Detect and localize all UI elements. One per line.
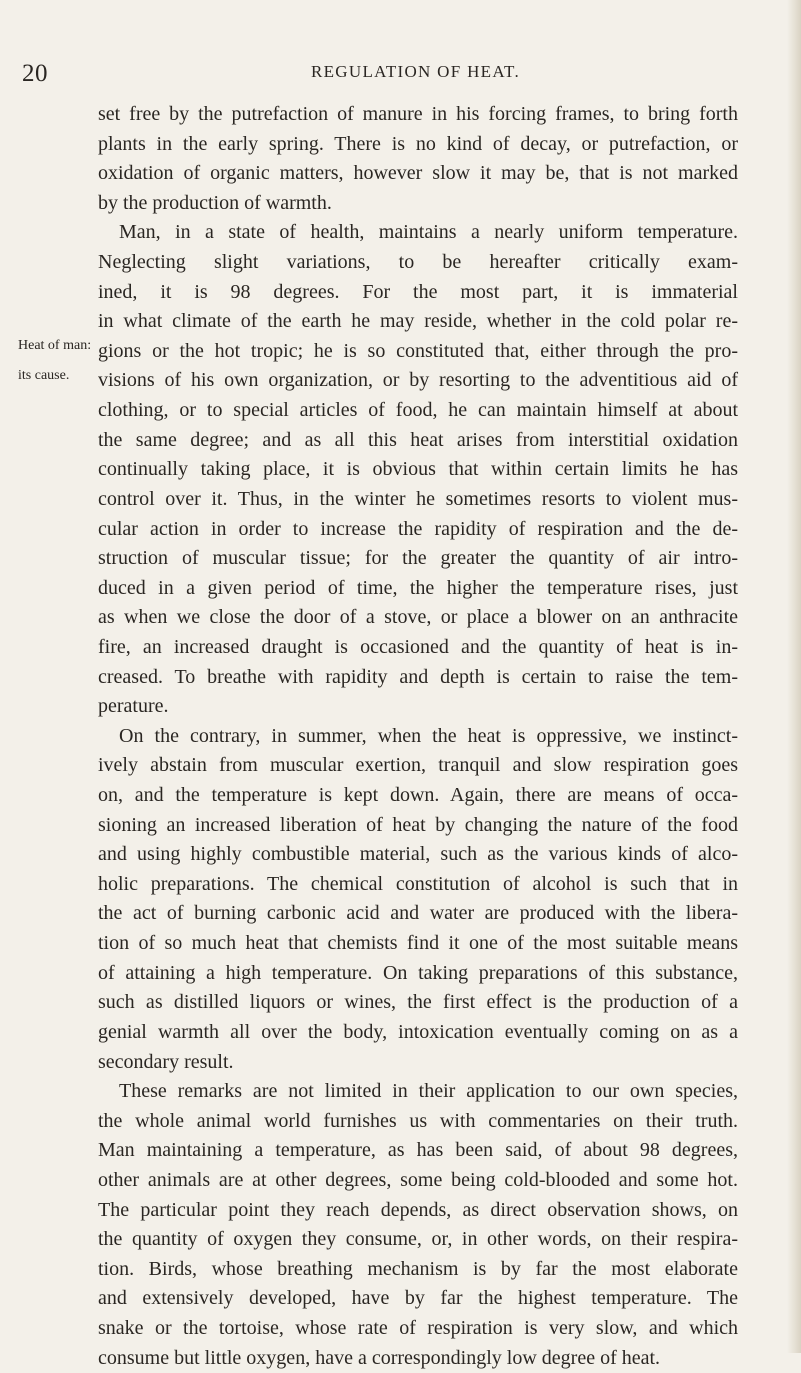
text-line: of attaining a high temperature. On taking preparations of this substance, xyxy=(98,961,738,984)
text-line: struction of muscular tissue; for the greater the quantity of air intro- xyxy=(98,547,738,570)
text-line: creased. To breathe with rapidity and depth is certain to raise the tem- xyxy=(98,665,738,688)
text-line: holic preparations. The chemical constitution of alcohol is such that in xyxy=(98,872,738,895)
text-line: plants in the early spring. There is no kind of decay, or putrefaction, or xyxy=(98,132,738,155)
text-line: cular action in order to increase the rapidity of respiration and the de- xyxy=(98,517,738,540)
text-line: such as distilled liquors or wines, the first effect is the production of a xyxy=(98,991,738,1014)
text-line: snake or the tortoise, whose rate of respiration is very slow, and which xyxy=(98,1316,738,1339)
text-line: duced in a given period of time, the higher the temperature rises, just xyxy=(98,576,738,599)
text-line: in what climate of the earth he may reside, whether in the cold polar re- xyxy=(98,310,738,333)
margin-note-line: its cause. xyxy=(18,367,70,383)
body-text xyxy=(98,100,738,1373)
text-line: sioning an increased liberation of heat by changing the nature of the food xyxy=(98,813,738,836)
text-line: control over it. Thus, in the winter he sometimes resorts to violent mus- xyxy=(98,487,738,510)
text-line: the quantity of oxygen they consume, or, in other words, on their respira- xyxy=(98,1228,738,1251)
text-line: ined, it is 98 degrees. For the most part, it is immaterial xyxy=(98,280,738,303)
text-line: tion of so much heat that chemists find it one of the most suitable means xyxy=(98,932,738,955)
text-line: and using highly combustible material, such as the various kinds of alco- xyxy=(98,843,738,866)
text-line: and extensively developed, have by far the highest temperature. The xyxy=(98,1287,738,1310)
text-line: the whole animal world furnishes us with commentaries on their truth. xyxy=(98,1109,738,1132)
text-line: ively abstain from muscular exertion, tranquil and slow respiration goes xyxy=(98,754,738,777)
text-line: continually taking place, it is obvious that within certain limits he has xyxy=(98,458,738,481)
text-line: on, and the temperature is kept down. Again, there are means of occa- xyxy=(98,784,738,807)
text-line: gions or the hot tropic; he is so constituted that, either through the pro- xyxy=(98,339,738,362)
text-line: oxidation of organic matters, however slow it may be, that is not marked xyxy=(98,162,738,185)
text-line: the same degree; and as all this heat arises from interstitial oxidation xyxy=(98,428,738,451)
text-line: Man, in a state of health, maintains a nearly uniform temperature. xyxy=(119,221,738,244)
text-line: the act of burning carbonic acid and water are produced with the libera- xyxy=(98,902,738,925)
text-line: On the contrary, in summer, when the heat is oppressive, we instinct- xyxy=(119,724,738,747)
text-line: consume but little oxygen, have a correspondingly low degree of heat. xyxy=(98,1346,661,1369)
text-line: set free by the putrefaction of manure in his forcing frames, to bring forth xyxy=(98,103,738,125)
page-number: 20 xyxy=(22,60,48,87)
margin-note-line: Heat of man: xyxy=(18,338,92,353)
text-line: by the production of warmth. xyxy=(98,191,332,214)
text-line: visions of his own organization, or by resorting to the adventitious aid of xyxy=(98,369,738,392)
text-line: fire, an increased draught is occasioned and the quantity of heat is in- xyxy=(98,635,738,658)
text-line: perature. xyxy=(98,695,169,718)
text-line: secondary result. xyxy=(98,1050,234,1073)
text-line: The particular point they reach depends, as direct observation shows, on xyxy=(98,1198,738,1221)
text-line: Man maintaining a temperature, as has been said, of about 98 degrees, xyxy=(98,1139,738,1162)
margin-note xyxy=(18,331,91,390)
text-line: These remarks are not limited in their application to our own species, xyxy=(119,1080,738,1103)
text-line: tion. Birds, whose breathing mechanism is by far the most elaborate xyxy=(98,1257,738,1280)
page-edge-shadow xyxy=(787,0,801,1353)
text-line: other animals are at other degrees, some being cold-blooded and some hot. xyxy=(98,1168,738,1191)
text-line: as when we close the door of a stove, or place a blower on an anthracite xyxy=(98,606,738,629)
text-line: Neglecting slight variations, to be hereafter critically exam- xyxy=(98,251,738,274)
text-line: clothing, or to special articles of food, he can maintain himself at about xyxy=(98,399,738,422)
running-head: REGULATION OF HEAT. xyxy=(310,62,520,81)
text-line: genial warmth all over the body, intoxication eventually coming on as a xyxy=(98,1020,738,1043)
